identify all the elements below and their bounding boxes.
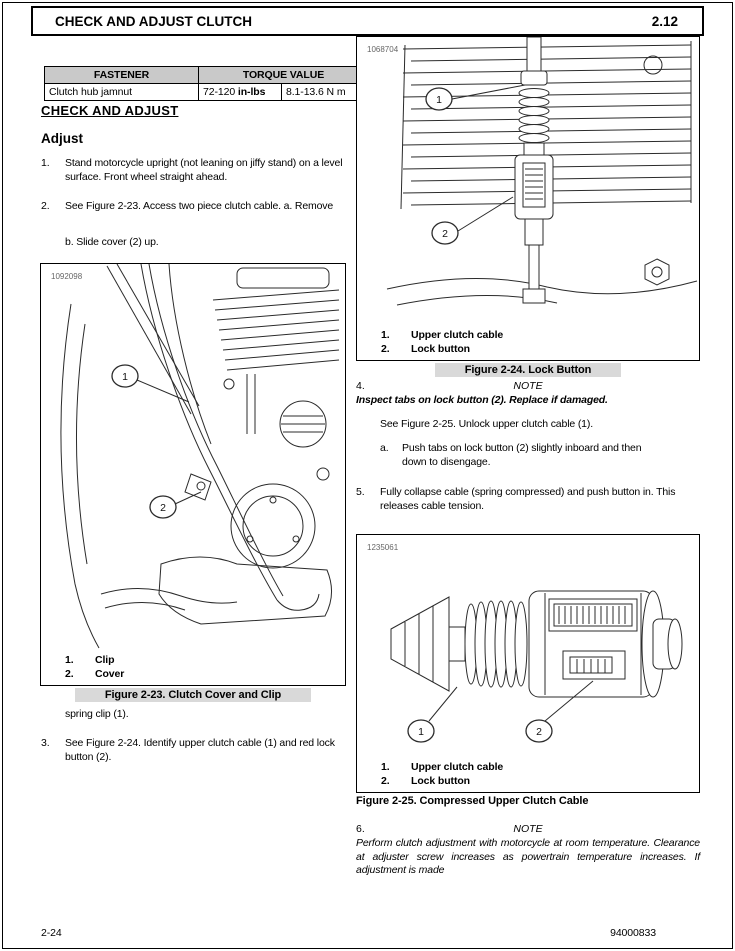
- fastener-cell: Clutch hub jamnut: [45, 84, 199, 101]
- section-heading: CHECK AND ADJUST: [41, 103, 179, 118]
- footer-page-number: 2-24: [41, 927, 62, 939]
- callout-number: 1: [436, 94, 442, 106]
- note-text-italic: Perform clutch adjustment with motorcycle at room temperature. Clearance at adjuster screw increases as powertrain temperature increases. If adjustment is made: [356, 837, 700, 876]
- figure-caption-row: [356, 363, 700, 377]
- torque-us-unit: in-lbs: [237, 86, 266, 98]
- legend-item: [381, 760, 699, 774]
- step-text: See Figure 2-23. Access two piece clutch cable. a. Remove: [65, 200, 334, 212]
- step-4-text: See Figure 2-25. Unlock upper clutch cable (1).: [380, 418, 593, 430]
- figure-image-id: 1068704: [367, 45, 399, 54]
- step-number: 2.: [41, 200, 50, 212]
- callout-number: 1: [122, 371, 128, 383]
- torque-table-header-torque: TORQUE VALUE: [199, 67, 369, 84]
- legend-number: 2.: [65, 668, 74, 680]
- note-label: NOTE: [513, 380, 543, 392]
- torque-us-cell: [199, 84, 282, 101]
- page-header: [31, 6, 704, 36]
- substep-a: [380, 442, 660, 469]
- step-5: [356, 486, 686, 513]
- step-number: 5.: [356, 486, 365, 498]
- substep-b: b. Slide cover (2) up.: [65, 236, 159, 248]
- step-text: Fully collapse cable (spring compressed) and push button in. This releases cable tension.: [380, 486, 676, 512]
- figure-2-25: [356, 534, 700, 793]
- figure-image: [357, 535, 699, 757]
- figure-box: [356, 534, 700, 793]
- section-number: 2.12: [651, 13, 678, 29]
- step-4-note-row: [356, 380, 700, 394]
- callout-1: [408, 687, 457, 742]
- figure-caption: Figure 2-23. Clutch Cover and Clip: [75, 688, 311, 702]
- figure-caption: Figure 2-24. Lock Button: [435, 363, 622, 377]
- figure-caption: Figure 2-25. Compressed Upper Clutch Cable: [356, 795, 589, 807]
- figure-image: [41, 264, 345, 650]
- clutch-cover-illustration: [41, 264, 345, 650]
- callout-number: 2: [536, 726, 542, 738]
- clutch-cable-assembly: [515, 37, 553, 303]
- callout-2: [150, 492, 201, 518]
- legend-label: Upper clutch cable: [411, 329, 504, 341]
- torque-table: [44, 66, 369, 101]
- legend-label: Lock button: [411, 775, 470, 787]
- callout-number: 2: [160, 502, 166, 514]
- step-2: [41, 200, 345, 214]
- substep-letter: a.: [380, 442, 389, 454]
- figure-image-id: 1235061: [367, 543, 399, 552]
- callout-number: 2: [442, 228, 448, 240]
- legend-item: [381, 774, 699, 788]
- legend-item: [65, 667, 345, 681]
- engine-side-view: [61, 264, 339, 648]
- legend-number: 1.: [65, 654, 74, 666]
- subsection-heading: Adjust: [41, 131, 83, 146]
- step-number: 4.: [356, 380, 365, 392]
- step-3: [41, 737, 341, 764]
- legend-number: 1.: [381, 761, 390, 773]
- figure-box: [40, 263, 346, 686]
- step-number: 3.: [41, 737, 50, 749]
- callout-number: 1: [418, 726, 424, 738]
- legend-label: Cover: [95, 668, 125, 680]
- note-text-bold: Inspect tabs on lock button (2). Replace if damaged.: [356, 394, 608, 406]
- figure-2-24: [356, 36, 700, 377]
- torque-table-header-fastener: FASTENER: [45, 67, 199, 84]
- legend-item: [381, 328, 699, 342]
- step-text: Stand motorcycle upright (not leaning on jiffy stand) on a level surface. Front wheel straight ahead.: [65, 157, 343, 183]
- torque-table-header-row: [45, 67, 369, 84]
- callout-1: [426, 85, 525, 110]
- page-title: CHECK AND ADJUST CLUTCH: [55, 13, 252, 29]
- step-text: See Figure 2-24. Identify upper clutch cable (1) and red lock button (2).: [65, 737, 335, 763]
- lock-button-illustration: [357, 37, 699, 325]
- figure-legend: [357, 757, 699, 792]
- legend-item: [65, 653, 345, 667]
- table-row: [45, 84, 369, 101]
- step-number: 1.: [41, 157, 50, 169]
- figure-legend: [357, 325, 699, 360]
- figure-legend: [41, 650, 345, 685]
- legend-item: [381, 342, 699, 356]
- note-label: NOTE: [513, 823, 543, 835]
- step-number: 6.: [356, 823, 365, 835]
- torque-metric-cell: 8.1-13.6 N m: [282, 84, 369, 101]
- figure-2-23: [40, 263, 346, 702]
- figure-image: [357, 37, 699, 325]
- figure-image-id: 1092098: [51, 272, 83, 281]
- legend-number: 2.: [381, 343, 390, 355]
- legend-number: 2.: [381, 775, 390, 787]
- legend-label: Upper clutch cable: [411, 761, 504, 773]
- torque-us-value: 72-120: [203, 86, 238, 98]
- figure-box: [356, 36, 700, 361]
- step-6-note-row: [356, 823, 700, 837]
- compressed-cable-illustration: [357, 535, 699, 757]
- legend-number: 1.: [381, 329, 390, 341]
- footer-document-number: 94000833: [610, 927, 656, 939]
- substep-text: Push tabs on lock button (2) slightly inboard and then down to disengage.: [402, 442, 642, 468]
- legend-label: Lock button: [411, 343, 470, 355]
- substep-a-continuation: spring clip (1).: [65, 708, 129, 720]
- legend-label: Clip: [95, 654, 115, 666]
- figure-caption-row: [40, 688, 346, 702]
- cable-connector-body: [391, 591, 682, 697]
- step-1: [41, 157, 343, 184]
